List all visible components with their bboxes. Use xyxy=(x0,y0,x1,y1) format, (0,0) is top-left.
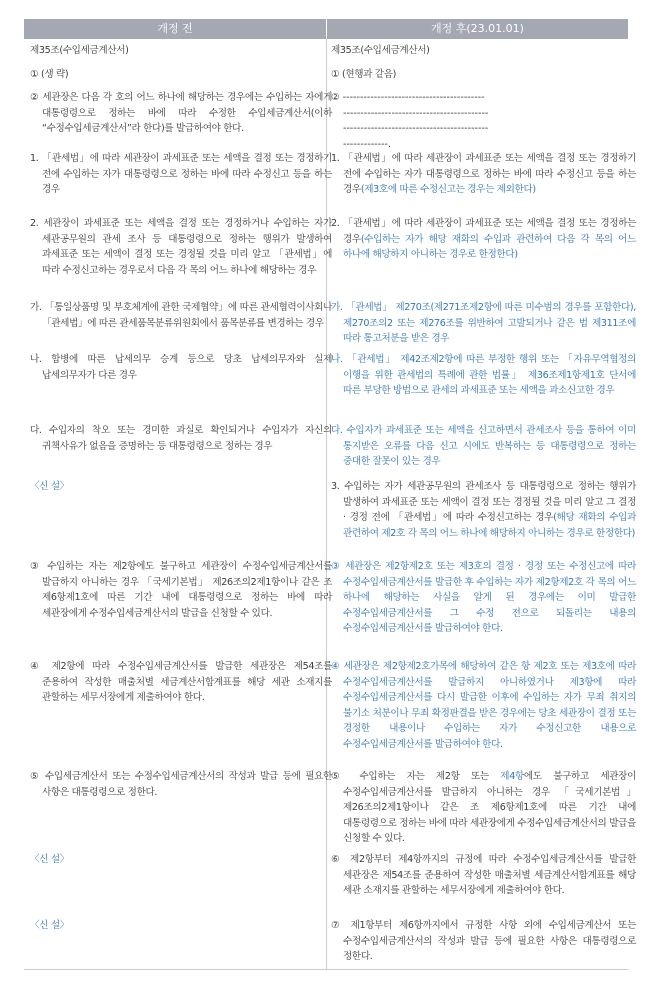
after-paragraph-1: ① (현행과 같음) xyxy=(331,69,397,80)
after-item-1 xyxy=(331,151,636,198)
before-new-placeholder-1: 〈신 설〉 xyxy=(30,481,70,492)
before-item-2: 2. 세관장이 과세표준 또는 세액을 결정 또는 경정하거나 수입하는 자가 세관공무원의 관세 조사 등 대통령령으로 정하는 행위가 발생하여 과세표준 또는 세액이 결정 또는 경정될 것을 미리 알고 「관세법」에 따라 수정신고하는 경우로서 다음 각 목의 어느 하나에 해당하는 경우 xyxy=(30,218,332,276)
after-paragraph-2 xyxy=(331,90,624,152)
before-subitem-ga: 가. 「통일상품명 및 부호체계에 관한 국제협약」에 따른 관세협력이사회나 「관세법」에 따른 관세품목분류위원회에서 품목분류를 변경하는 경우 xyxy=(30,302,332,329)
after-item-2-amendment: (수입하는 자가 해당 재화의 수입과 관련하여 다음 각 목의 어느 하나에 해당하지 아니하는 경우로 한정한다) xyxy=(343,233,636,261)
before-new-placeholder-3: 〈신 설〉 xyxy=(30,920,70,931)
after-paragraph-2-line-2: ------------------------------------------ xyxy=(343,107,489,119)
before-paragraph-5: ⑤ 수입세금계산서 또는 수정수입세금계산서의 작성과 발급 등에 필요한 사항은 대통령령으로 정한다. xyxy=(30,771,332,798)
before-paragraph-3: ③ 수입하는 자는 제2항에도 불구하고 세관장이 수정수입세금계산서를 발급하지 아니하는 경우 「국세기본법」 제26조의2제1항이나 같은 조 제6항제1호에 따른 기간 내에 대통령령으로 정하는 바에 따라 세관장에게 수정수입세금계산서의 발급을 신청할 수 있다. xyxy=(30,561,332,619)
after-item-1-text: 1. 「관세법」에 따라 세관장이 과세표준 또는 세액을 결정 또는 경정하기 전에 수입하는 자가 대통령령으로 정하는 바에 따라 수정신고 등을 하는 경우 xyxy=(331,153,636,196)
after-item-3 xyxy=(331,479,636,541)
after-item-2-text: 2. 「관세법」에 따라 세관장이 과세표준 또는 세액을 결정 또는 경정하는 경우 xyxy=(331,218,636,245)
after-paragraph-6: ⑥ 제2항부터 제4항까지의 규정에 따라 수정수입세금계산서를 발급한 세관장은 제54조를 준용하여 작성한 매출처별 세금계산서합계표를 해당 세관 소재지를 관할하는 세무서장에게 제출하여야 한다. xyxy=(331,854,636,897)
after-article-title: 제35조(수입세금계산서) xyxy=(331,45,430,56)
after-paragraph-3: ③ 세관장은 제2항제2호 또는 제3호의 결정 · 경정 또는 수정신고에 따라 수정수입세금계산서를 발급한 후 수입하는 자가 제2항제2호 각 목의 어느 하나에 해당하는 사실을 알게 된 경우에는 이미 발급한 수정수입세금계산서를 그 수정 전으로 되돌리는 내용의 수정수입세금계산서를 발급하여야 한다. xyxy=(331,561,636,635)
before-subitem-na: 나. 합병에 따른 납세의무 승계 등으로 당초 납세의무자와 실제 납세의무자가 다른 경우 xyxy=(30,354,332,381)
before-new-placeholder-2: 〈신 설〉 xyxy=(30,854,70,865)
after-item-1-amendment: (제3호에 따른 수정신고는 경우는 제외한다) xyxy=(360,184,536,196)
after-paragraph-5-text-b: 에도 불구하고 세관장이 수정수입세금계산서를 발급하지 아니하는 경우 「국세기본법」 제26조의2제1항이나 같은 조 제6항제1호에 따른 기간 내에 대통령령으로 정하는 바에 따라 세관장에게 수정수입세금계산서의 발급을 신청할 수 있다. xyxy=(343,771,637,845)
after-subitem-na: 나. 「관세법」 제42조제2항에 따른 부정한 행위 또는 「자유무역협정의 이행을 위한 관세법의 특례에 관한 법률」 제36조제1항제1호 단서에 따른 부당한 방법으로 관세의 과세표준 또는 세액을 과소신고한 경우 xyxy=(331,354,636,397)
after-item-3-text: 3. 수입하는 자가 세관공무원의 관세조사 등 대통령령으로 정하는 행위가 발생하여 과세표준 또는 세액이 결정 또는 경정될 것을 미리 알고 그 결정 · 경정 전에 「관세법」에 따라 수정신고하는 경우 xyxy=(331,481,636,524)
before-paragraph-4: ④ 제2항에 따라 수정수입세금계산서를 발급한 세관장은 제54조를 준용하여 작성한 매출처별 세금계산서합계표를 해당 세관 소재지를 관할하는 세무서장에게 제출하여야 한다. xyxy=(30,661,332,704)
after-subitem-ga: 가. 「관세법」 제270조(제271조제2항에 따른 미수범의 경우를 포함한다), 제270조의2 또는 제276조를 위반하여 고발되거나 같은 법 제311조에 따라 통고처분을 받은 경우 xyxy=(331,302,636,345)
before-article-title: 제35조(수입세금계산서) xyxy=(30,45,129,56)
after-paragraph-7: ⑦ 제1항부터 제6항까지에서 규정한 사항 외에 수입세금계산서 또는 수정수입세금계산서의 작성과 발급 등에 필요한 사항은 대통령령으로 정한다. xyxy=(331,920,636,963)
after-item-3-amendment: (해당 재화의 수입과 관련하여 제2호 각 목의 어느 하나에 해당하지 아니하는 경우로 한정한다) xyxy=(343,512,636,539)
column-header-after: 개정 후(23.01.01) xyxy=(327,19,628,39)
before-item-1: 1. 「관세법」에 따라 세관장이 과세표준 또는 세액을 결정 또는 경정하기 전에 수입하는 자가 대통령령으로 정하는 바에 따라 수정신고 등을 하는 경우 xyxy=(30,153,332,196)
after-paragraph-2-line-3: ------------------------------------------ xyxy=(343,123,489,135)
after-paragraph-5 xyxy=(331,769,636,847)
after-paragraph-5-text-a: ⑤ 수입하는 자는 제2항 또는 xyxy=(331,771,501,782)
before-subitem-da: 다. 수입자의 착오 또는 경미한 과실로 확인되거나 수입자가 자신의 귀책사유가 없음을 증명하는 등 대통령령으로 정하는 경우 xyxy=(30,425,332,452)
after-paragraph-2-line-4: -------------. xyxy=(343,138,392,150)
before-paragraph-2: ② 세관장은 다음 각 호의 어느 하나에 해당하는 경우에는 수입하는 자에게 대통령령으로 정하는 바에 따라 수정한 수입세금계산서(이하 “수정수입세금계산서”라 한다)를 발급하여야 한다. xyxy=(30,92,332,135)
after-paragraph-2-line-1: ② ----------------------------------------- xyxy=(331,92,485,103)
after-subitem-da: 다. 수입자가 과세표준 또는 세액을 신고하면서 관세조사 등을 통하여 이미 통지받은 오류를 다음 신고 시에도 반복하는 등 대통령령으로 정하는 중대한 잘못이 있는 경우 xyxy=(331,425,636,468)
before-paragraph-1: ① (생 략) xyxy=(30,69,69,80)
column-header-before: 개정 전 xyxy=(24,19,326,39)
after-paragraph-4: ④ 세관장은 제2항제2호가목에 해당하여 같은 항 제2호 또는 제3호에 따라 수정수입세금계산서를 발급하지 아니하였거나 제3항에 따라 수정수입세금계산서를 다시 발급한 이후에 수입하는 자가 무죄 취지의 불기소 처분이나 무죄 확정판결을 받은 경우에는 당초 세관장이 결정 또는 경정한 내용이나 수입하는 자가 수정신고한 내용으로 수정수입세금계산서를 발급하여야 한다. xyxy=(331,661,636,750)
after-paragraph-5-amendment: 제4항 xyxy=(500,771,524,782)
after-item-2 xyxy=(331,216,636,263)
table-bottom-border xyxy=(24,969,628,970)
